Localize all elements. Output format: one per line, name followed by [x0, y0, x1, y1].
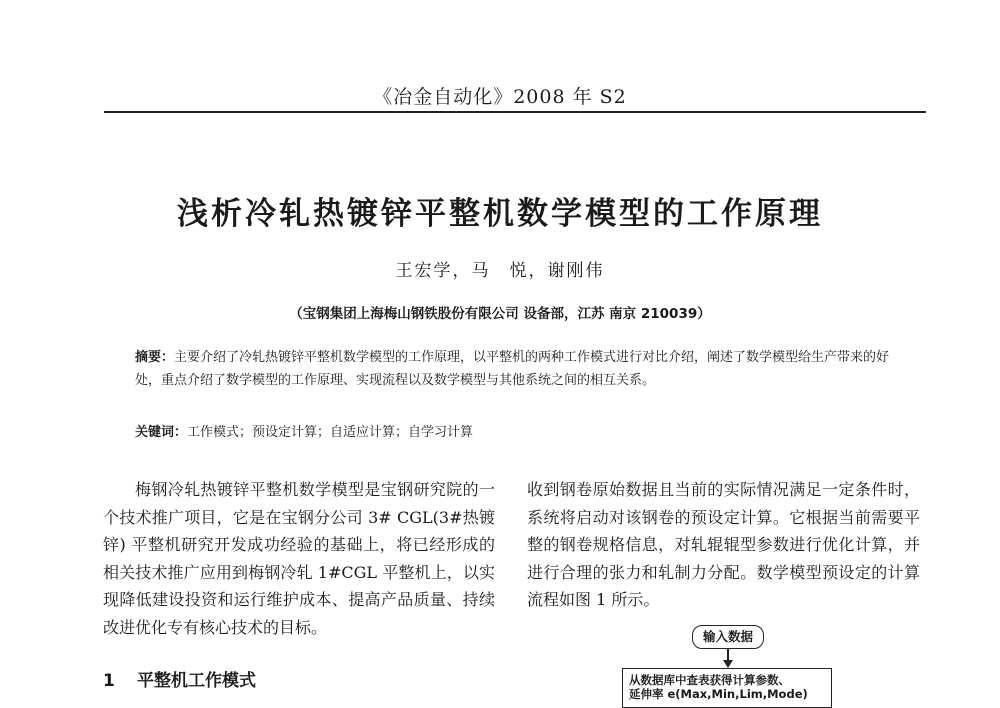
paper-authors: 王宏学，马 悦，谢刚伟	[395, 261, 605, 281]
section-number: 1	[103, 671, 115, 691]
abstract-text: 主要介绍了冷轧热镀锌平整机数学模型的工作原理，以平整机的两种工作模式进行对比介绍，阐述了数学模型给生产带来的好处，重点介绍了数学模型的工作原理、实现流程以及数学模型与其他系统之间的相互关系。	[135, 350, 890, 388]
abstract	[135, 347, 895, 392]
keywords	[135, 422, 895, 444]
left-paragraph: 梅钢冷轧热镀锌平整机数学模型是宝钢研究院的一个技术推广项目，它是在宝钢分公司 3# CGL(3#热镀锌) 平整机研究开发成功经验的基础上，将已经形成的相关技术推广应用到梅钢冷轧 1#CGL 平整机上，以实现降低建设投资和运行维护成本、提高产品质量、持续改进优化专有核心技术的目标。	[103, 480, 495, 637]
flowchart-box-line-1: 从数据库中查表获得计算参数、	[629, 673, 790, 687]
keywords-text: 工作模式；预设定计算；自适应计算；自学习计算	[187, 425, 474, 440]
flowchart-process-box	[622, 668, 832, 708]
paper-title: 浅析冷轧热镀锌平整机数学模型的工作原理	[177, 196, 823, 232]
section-title: 平整机工作模式	[137, 671, 256, 691]
flowchart-box-line-2: 延伸率 e(Max,Min,Lim,Mode)	[629, 687, 808, 701]
header-rule	[104, 111, 926, 113]
flowchart-arrowhead	[723, 660, 733, 668]
paper-affiliation: （宝钢集团上海梅山钢铁股份有限公司 设备部，江苏 南京 210039）	[289, 306, 711, 322]
journal-header: 《冶金自动化》2008 年 S2	[373, 86, 627, 108]
flowchart-start-node: 输入数据	[692, 625, 764, 649]
abstract-label: 摘要：	[135, 350, 175, 365]
left-column	[103, 476, 495, 642]
section-heading	[103, 668, 495, 694]
right-paragraph: 收到钢卷原始数据且当前的实际情况满足一定条件时，系统将启动对该钢卷的预设定计算。它根据当前需要平整的钢卷规格信息，对轧辊辊型参数进行优化计算，并进行合理的张力和轧制力分配。数学模型预设定的计算流程如图 1 所示。	[527, 480, 920, 610]
keywords-label: 关键词：	[135, 425, 188, 440]
right-column	[527, 476, 920, 614]
